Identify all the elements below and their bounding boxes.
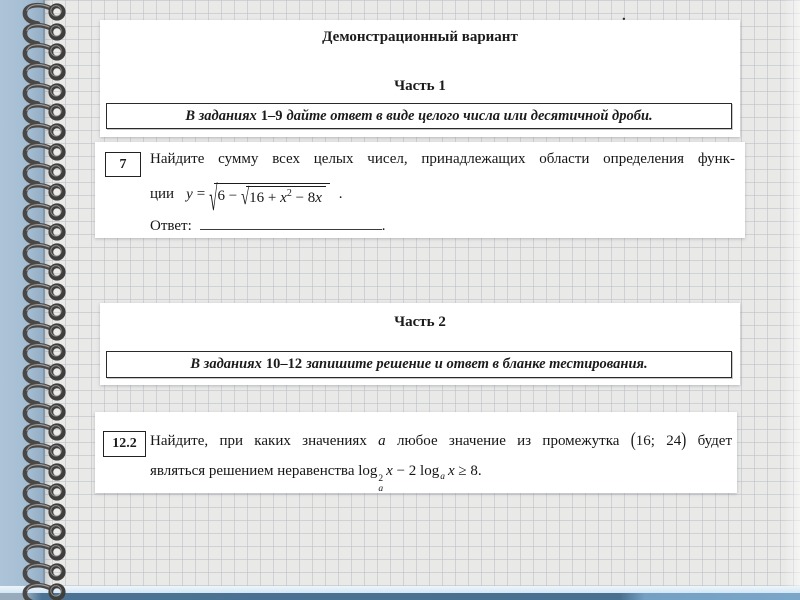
instruction-range: 10–12	[265, 356, 303, 372]
part1-label: Часть 1	[394, 78, 446, 94]
outer-radicand-head: 6 −	[217, 187, 238, 204]
p12-l1-b: любое значение из промежутка	[396, 433, 620, 449]
var-x: x	[280, 189, 287, 206]
stray-period-mark: .	[622, 8, 626, 24]
problem12-number-box	[103, 431, 146, 457]
p12-l1-a: Найдите, при каких значениях	[150, 433, 367, 449]
header-box	[100, 20, 740, 137]
part1-instruction-box	[106, 103, 732, 129]
problem12-text-line2	[150, 463, 732, 495]
log-superscript: 2	[378, 474, 384, 484]
var-a: a	[378, 433, 386, 449]
part2-instruction-box	[106, 351, 732, 378]
problem-number: 12.2	[112, 436, 137, 451]
log-operator: log	[358, 463, 378, 479]
notebook-cover	[0, 0, 45, 600]
var-x: x	[386, 463, 393, 479]
part2-box	[100, 303, 740, 385]
answer-label: Ответ:	[150, 218, 192, 234]
problem12-text-line1	[150, 429, 733, 452]
interval-values: 16; 24	[635, 433, 682, 449]
problem7-number-box	[105, 152, 141, 177]
exponent: 2	[286, 187, 292, 199]
problem7-box	[95, 142, 745, 238]
log-subscript: a	[378, 483, 384, 494]
equals-sign: =	[196, 186, 206, 203]
outer-radical	[209, 181, 330, 220]
inequality-tail: ≥ 8	[458, 463, 478, 479]
answer-row	[150, 216, 386, 235]
answer-blank-line	[200, 216, 382, 230]
problem-number: 7	[119, 156, 127, 172]
problem7-text-line1: Найдите сумму всех целых чисел, принадлежащих области определения функ-	[150, 151, 735, 167]
inner-radical	[240, 185, 326, 210]
problem7-text-line2-prefix: ции	[150, 186, 175, 203]
open-paren: (	[630, 429, 636, 452]
answer-period: .	[381, 218, 386, 234]
instruction-post: дайте ответ в виде целого числа или десятичной дроби.	[286, 107, 653, 124]
problem12-box	[95, 412, 737, 493]
log-subscript: a	[440, 472, 445, 482]
bottom-edge-band	[0, 593, 800, 600]
instruction-pre: В заданиях	[190, 356, 262, 372]
formula-period: .	[338, 186, 343, 203]
inner-radicand-a: 16 +	[249, 189, 281, 206]
radical-sign-icon: √	[209, 181, 218, 220]
log-expression	[358, 463, 482, 494]
close-paren: )	[681, 429, 687, 452]
p12-l1-c: будет	[697, 433, 733, 449]
sentence-period: .	[477, 463, 482, 479]
radical-sign-icon: √	[240, 185, 250, 210]
var-x: x	[315, 189, 322, 206]
part2-label: Часть 2	[394, 314, 446, 330]
instruction-post: запишите решение и ответ в бланке тестирования.	[306, 356, 648, 372]
doc-title: Демонстрационный вариант	[322, 29, 518, 45]
minus-two: − 2	[396, 463, 417, 479]
p12-l2-pre: являться решением неравенства	[150, 463, 355, 479]
inner-radicand-b: − 8	[291, 189, 316, 206]
log-operator: log	[420, 463, 440, 479]
formula-y: y	[186, 186, 193, 203]
problem7-formula	[186, 181, 343, 220]
var-x: x	[447, 463, 455, 479]
problem7-formula-line	[150, 178, 735, 220]
instruction-range: 1–9	[260, 107, 283, 124]
instruction-pre: В заданиях	[185, 107, 257, 124]
